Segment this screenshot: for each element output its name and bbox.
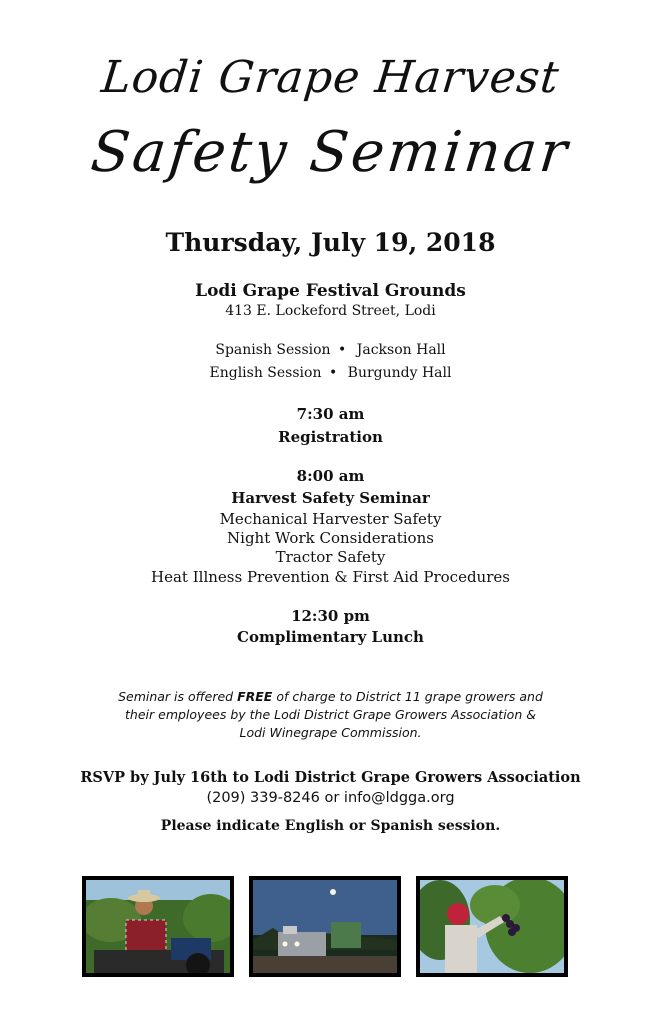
rsvp-line: RSVP by July 16th to Lodi District Grape Growers Association xyxy=(80,769,581,786)
note-line-3: Lodi Winegrape Commission. xyxy=(239,725,422,740)
title-line-2: Safety Seminar xyxy=(87,120,574,185)
note-line-1 xyxy=(0,689,661,704)
note-line-2: their employees by the Lodi District Grape Growers Association & xyxy=(125,707,536,722)
seminar-time: 8:00 am xyxy=(296,467,365,485)
venue-name: Lodi Grape Festival Grounds xyxy=(195,281,466,301)
bullet: • xyxy=(328,365,338,381)
seminar-topic: Tractor Safety xyxy=(275,548,386,566)
photo-night-harvester xyxy=(249,876,401,977)
session-name: Spanish Session xyxy=(215,342,331,358)
vineyard-worker-image xyxy=(420,880,564,973)
registration-label: Registration xyxy=(278,428,383,446)
session-hall: Burgundy Hall xyxy=(347,365,452,381)
note-suffix: of charge to District 11 grape growers and xyxy=(272,689,543,704)
spanish-session xyxy=(0,342,661,358)
lunch-time: 12:30 pm xyxy=(291,607,370,625)
registration-time: 7:30 am xyxy=(296,405,365,423)
note-prefix: Seminar is offered xyxy=(118,689,238,704)
seminar-topic: Night Work Considerations xyxy=(227,529,434,547)
lunch-label: Complimentary Lunch xyxy=(237,628,424,646)
event-date: Thursday, July 19, 2018 xyxy=(165,228,496,257)
photo-vineyard-worker xyxy=(416,876,568,977)
session-hall: Jackson Hall xyxy=(356,342,446,358)
seminar-label: Harvest Safety Seminar xyxy=(231,489,430,507)
bullet: • xyxy=(338,342,347,358)
seminar-topic: Heat Illness Prevention & First Aid Procedures xyxy=(151,568,510,586)
night-harvester-image xyxy=(253,880,397,973)
title-line-1: Lodi Grape Harvest xyxy=(99,52,562,103)
farmer-tractor-image xyxy=(86,880,230,973)
photo-farmer-on-tractor xyxy=(82,876,234,977)
note-free-emphasis: FREE xyxy=(237,689,273,704)
english-session xyxy=(0,365,661,381)
session-name: English Session xyxy=(209,365,322,381)
rsvp-contact: (209) 339-8246 or info@ldgga.org xyxy=(206,790,455,806)
venue-address: 413 E. Lockeford Street, Lodi xyxy=(225,303,436,319)
session-instruction: Please indicate English or Spanish session. xyxy=(160,818,501,834)
seminar-topic: Mechanical Harvester Safety xyxy=(219,510,442,528)
